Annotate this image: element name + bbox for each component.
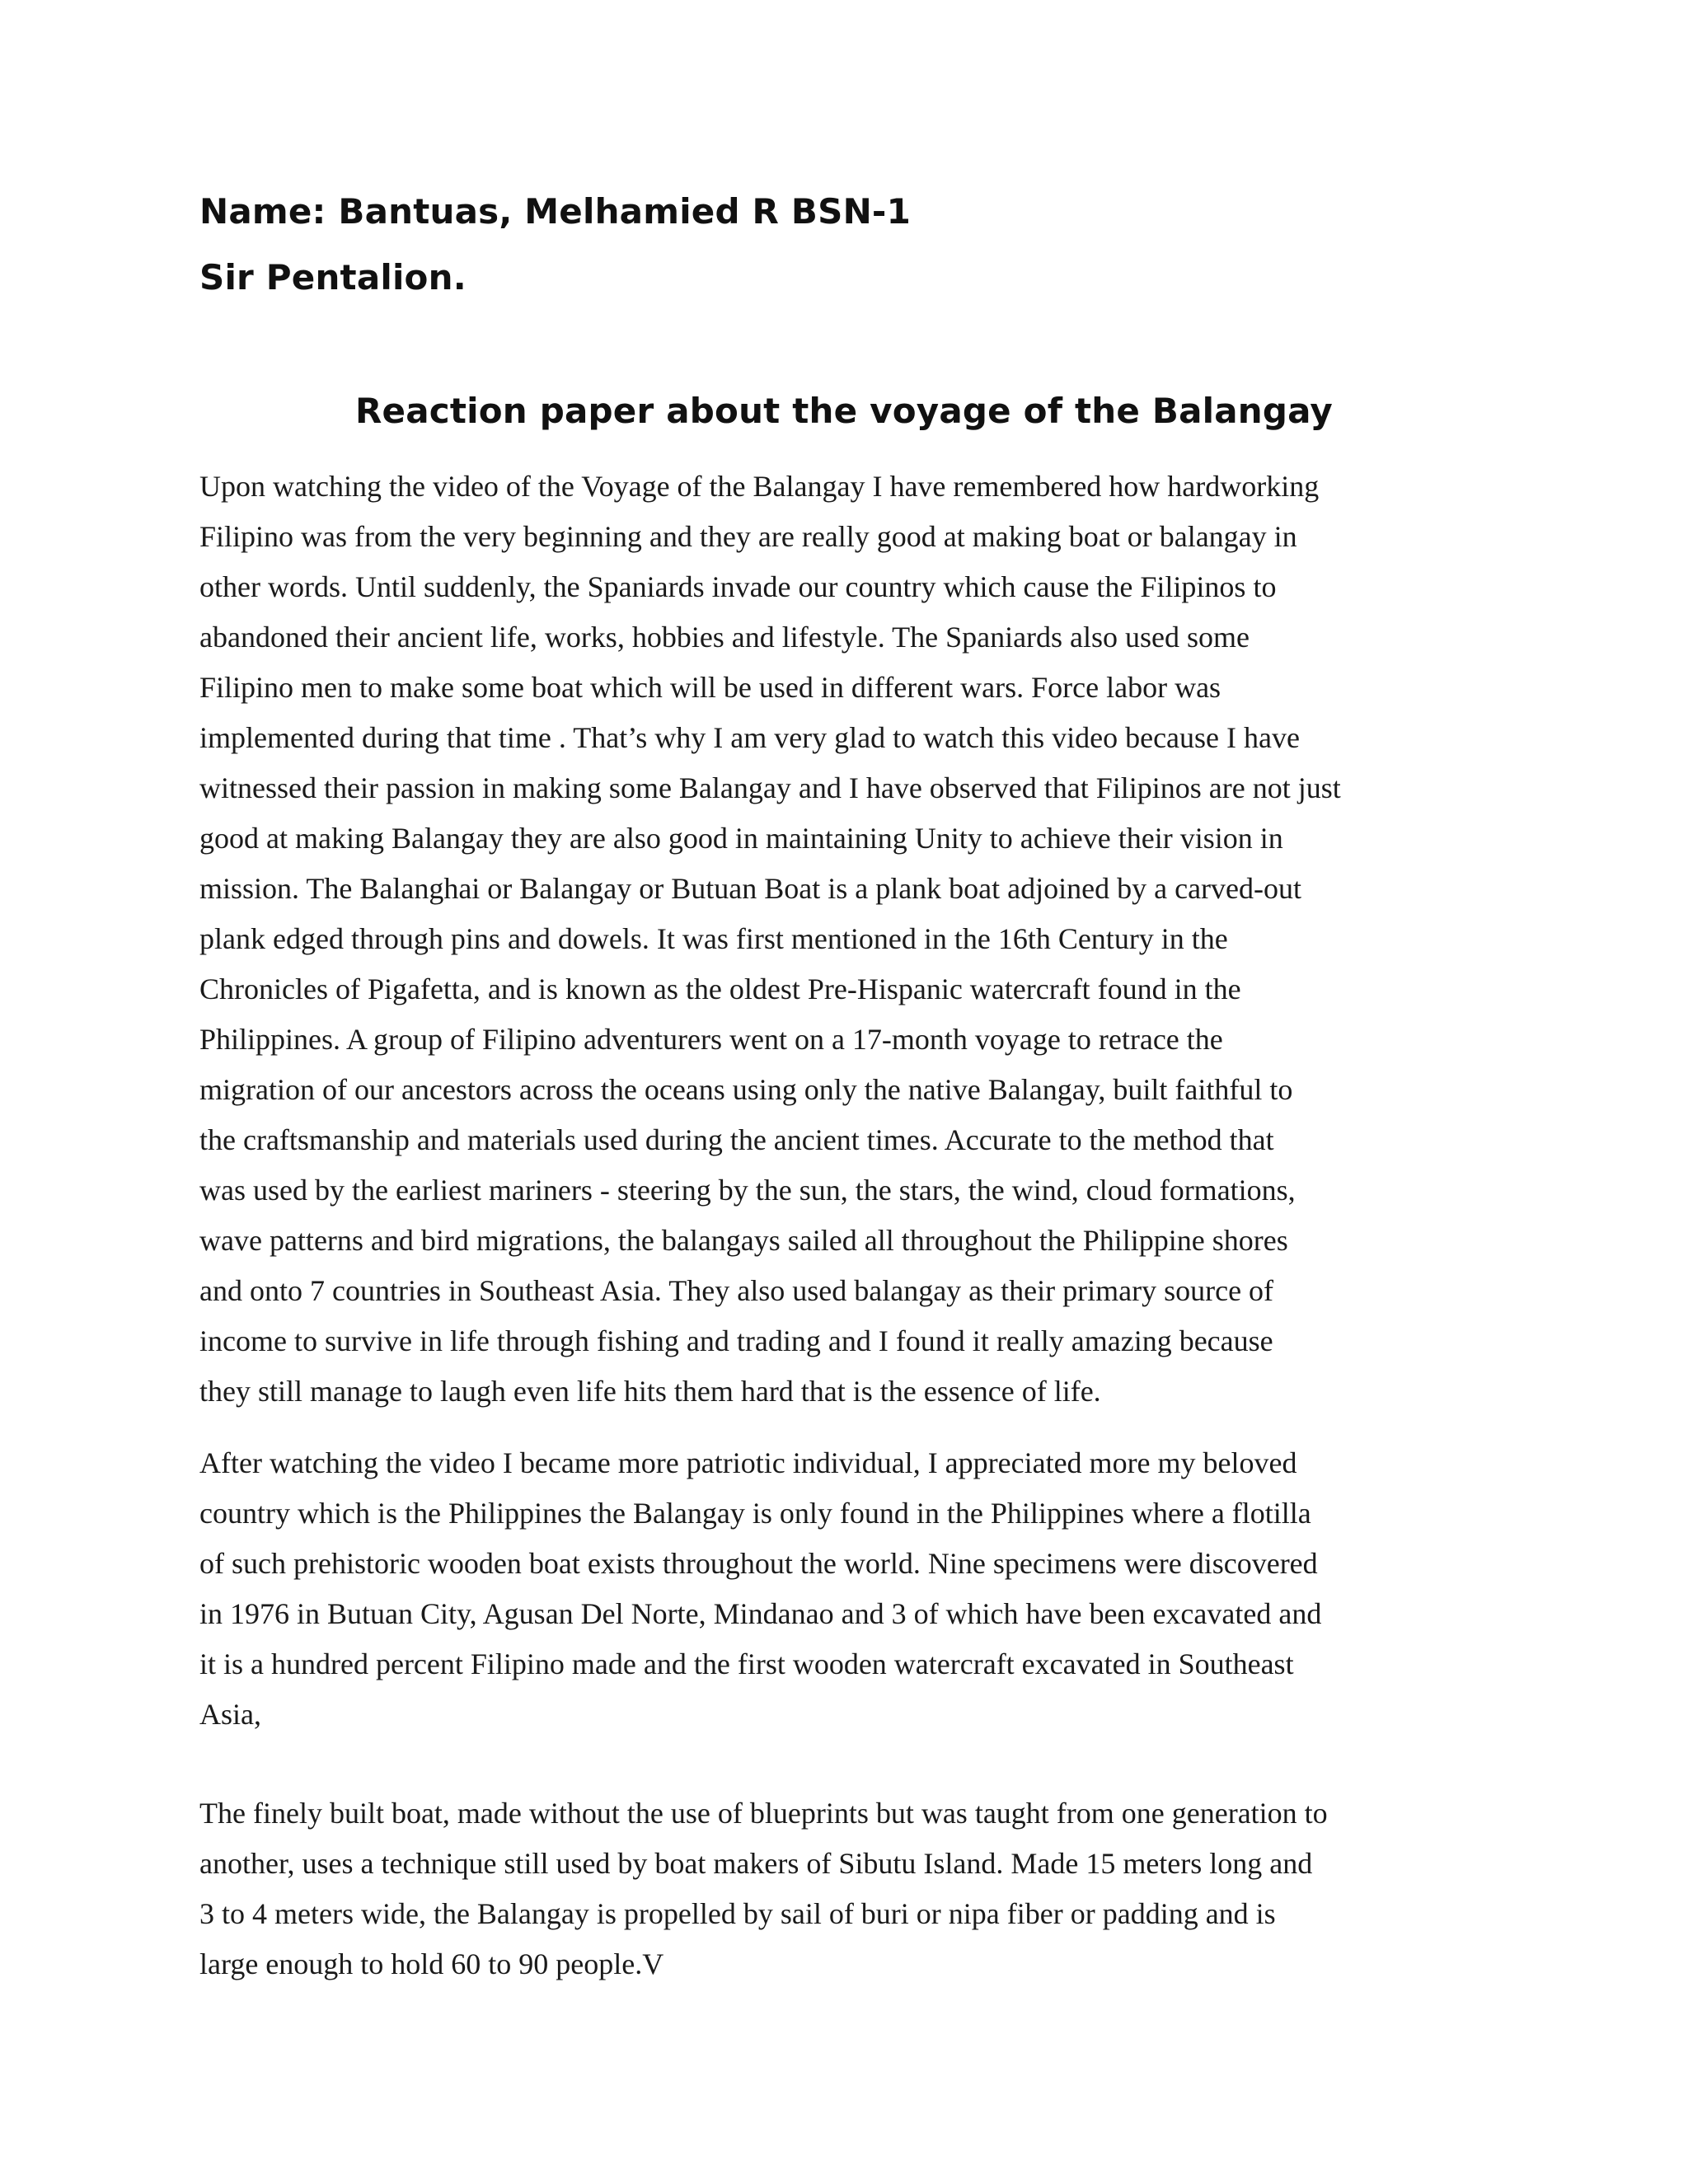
text-line: wave patterns and bird migrations, the balangays sailed all throughout the Philippine shores bbox=[199, 1224, 1288, 1257]
paragraph-2 bbox=[199, 1438, 1502, 1740]
text-line: implemented during that time . That’s why I am very glad to watch this video because I have bbox=[199, 721, 1300, 754]
text-line: in 1976 in Butuan City, Agusan Del Norte, Mindanao and 3 of which have been excavated and bbox=[199, 1597, 1322, 1630]
text-line: income to survive in life through fishing and trading and I found it really amazing because bbox=[199, 1324, 1273, 1357]
text-line: good at making Balangay they are also good in maintaining Unity to achieve their vision in bbox=[199, 822, 1283, 855]
text-line: and onto 7 countries in Southeast Asia. They also used balangay as their primary source of bbox=[199, 1274, 1274, 1307]
text-line: mission. The Balanghai or Balangay or Butuan Boat is a plank boat adjoined by a carved-out bbox=[199, 872, 1302, 905]
text-line: Filipino men to make some boat which will be used in different wars. Force labor was bbox=[199, 671, 1221, 704]
text-line: abandoned their ancient life, works, hobbies and lifestyle. The Spaniards also used some bbox=[199, 621, 1250, 654]
text-line: Upon watching the video of the Voyage of the Balangay I have remembered how hardworking bbox=[199, 470, 1320, 503]
text-line: Chronicles of Pigafetta, and is known as the oldest Pre-Hispanic watercraft found in the bbox=[199, 972, 1241, 1005]
text-line: other words. Until suddenly, the Spaniards invade our country which cause the Filipinos to bbox=[199, 570, 1277, 603]
text-line: Filipino was from the very beginning and they are really good at making boat or balangay in bbox=[199, 520, 1297, 553]
paragraph-3 bbox=[199, 1788, 1502, 1990]
text-line: large enough to hold 60 to 90 people.V bbox=[199, 1947, 664, 1980]
text-line: another, uses a technique still used by boat makers of Sibutu Island. Made 15 meters long and bbox=[199, 1847, 1313, 1880]
text-line: Philippines. A group of Filipino adventurers went on a 17-month voyage to retrace the bbox=[199, 1023, 1223, 1056]
text-line: After watching the video I became more patriotic individual, I appreciated more my beloved bbox=[199, 1446, 1297, 1479]
text-line: plank edged through pins and dowels. It was first mentioned in the 16th Century in the bbox=[199, 922, 1228, 955]
text-line: country which is the Philippines the Balangay is only found in the Philippines where a flotilla bbox=[199, 1497, 1311, 1530]
text-line: they still manage to laugh even life hits them hard that is the essence of life. bbox=[199, 1375, 1101, 1408]
student-name-line: Name: Bantuas, Melhamied R BSN-1 bbox=[199, 191, 911, 232]
text-line: 3 to 4 meters wide, the Balangay is propelled by sail of buri or nipa fiber or padding and is bbox=[199, 1897, 1276, 1930]
text-line: was used by the earliest mariners - steering by the sun, the stars, the wind, cloud formations, bbox=[199, 1174, 1296, 1207]
text-line: migration of our ancestors across the oceans using only the native Balangay, built faithful to bbox=[199, 1073, 1293, 1106]
text-line: of such prehistoric wooden boat exists throughout the world. Nine specimens were discovered bbox=[199, 1547, 1318, 1580]
text-line: the craftsmanship and materials used during the ancient times. Accurate to the method that bbox=[199, 1123, 1274, 1156]
teacher-line: Sir Pentalion. bbox=[199, 257, 467, 298]
paragraph-1 bbox=[199, 462, 1502, 1417]
text-line: witnessed their passion in making some Balangay and I have observed that Filipinos are not just bbox=[199, 771, 1341, 804]
document-title: Reaction paper about the voyage of the Balangay bbox=[355, 391, 1333, 431]
text-line: The finely built boat, made without the use of blueprints but was taught from one generation to bbox=[199, 1797, 1328, 1830]
text-line: Asia, bbox=[199, 1698, 261, 1731]
text-line: it is a hundred percent Filipino made and the first wooden watercraft excavated in Southeast bbox=[199, 1647, 1294, 1680]
